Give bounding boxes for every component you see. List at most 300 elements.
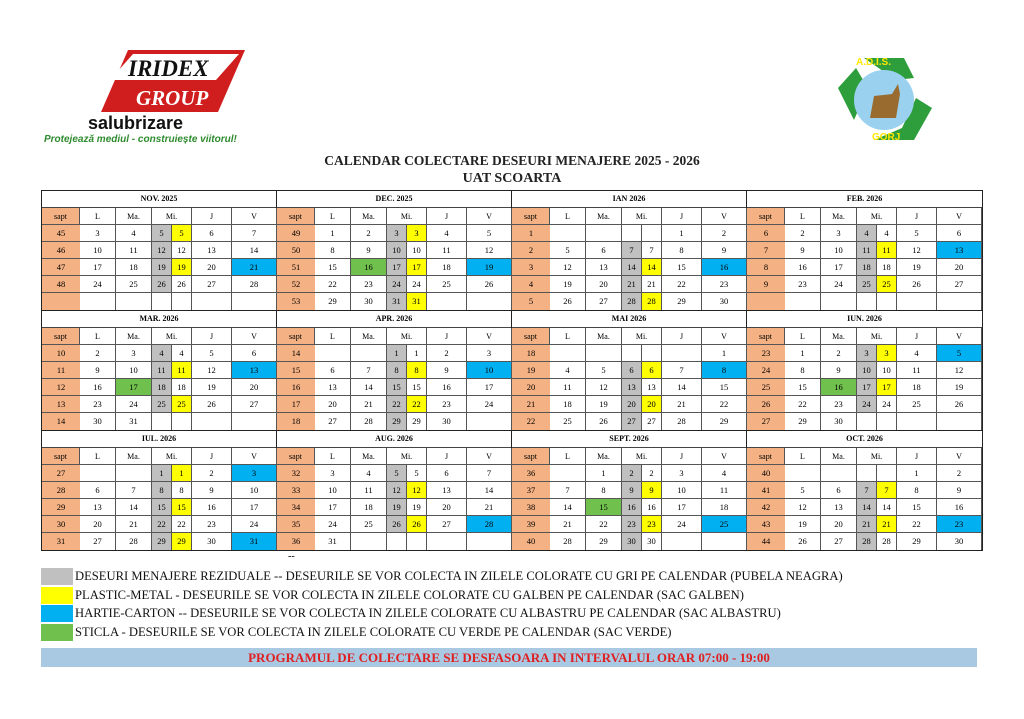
day-cell <box>315 345 351 362</box>
week-number: 2 <box>512 242 550 259</box>
day-cell: 19 <box>172 259 192 276</box>
day-cell <box>152 413 172 430</box>
day-cell: 24 <box>387 276 407 293</box>
day-cell: 25 <box>152 396 172 413</box>
day-cell <box>80 293 116 310</box>
day-cell: 29 <box>897 533 937 550</box>
month-title: IUL. 2026 <box>42 431 276 448</box>
day-cell: 26 <box>550 293 586 310</box>
month-grid <box>747 208 982 310</box>
month-grid <box>277 208 511 310</box>
day-cell: 15 <box>702 379 747 396</box>
day-cell: 17 <box>857 379 877 396</box>
month-grid <box>512 328 746 430</box>
day-cell: 21 <box>116 516 152 533</box>
day-cell: 23 <box>785 276 821 293</box>
week-number: 40 <box>747 465 785 482</box>
legend-swatch <box>41 624 73 641</box>
header-l: L <box>80 208 116 225</box>
month-block <box>42 431 277 550</box>
header-l: L <box>315 448 351 465</box>
header-mi: Mi. <box>622 328 662 345</box>
day-cell: 1 <box>387 345 407 362</box>
month-block <box>512 311 747 431</box>
month-block <box>277 191 512 311</box>
legend-swatch <box>41 568 73 585</box>
day-cell: 20 <box>315 396 351 413</box>
day-cell <box>586 225 622 242</box>
day-cell: 9 <box>702 242 747 259</box>
day-cell: 4 <box>427 225 467 242</box>
header-ma: Ma. <box>586 328 622 345</box>
day-cell <box>116 465 152 482</box>
week-number: 5 <box>512 293 550 310</box>
day-cell: 7 <box>550 482 586 499</box>
week-number: 47 <box>42 259 80 276</box>
header-j: J <box>897 328 937 345</box>
week-number: 14 <box>42 413 80 430</box>
month-grid <box>747 328 982 430</box>
day-cell: 19 <box>152 259 172 276</box>
header-l: L <box>550 448 586 465</box>
week-number: 17 <box>277 396 315 413</box>
day-cell <box>387 533 407 550</box>
day-cell: 6 <box>622 362 642 379</box>
header-v: V <box>467 208 512 225</box>
day-cell: 8 <box>152 482 172 499</box>
day-cell: 21 <box>467 499 512 516</box>
day-cell: 15 <box>172 499 192 516</box>
logo-line1: IRIDEX <box>128 56 209 81</box>
day-cell: 9 <box>427 362 467 379</box>
day-cell: 8 <box>387 362 407 379</box>
day-cell: 22 <box>152 516 172 533</box>
header-mi: Mi. <box>857 448 897 465</box>
day-cell: 24 <box>232 516 277 533</box>
month-title: DEC. 2025 <box>277 191 511 208</box>
day-cell: 2 <box>785 225 821 242</box>
day-cell <box>427 533 467 550</box>
header-l: L <box>785 448 821 465</box>
day-cell: 27 <box>427 516 467 533</box>
day-cell <box>550 465 586 482</box>
day-cell: 14 <box>857 499 877 516</box>
day-cell: 16 <box>821 379 857 396</box>
day-cell: 15 <box>662 259 702 276</box>
day-cell: 23 <box>821 396 857 413</box>
week-number: 31 <box>42 533 80 550</box>
day-cell: 22 <box>586 516 622 533</box>
day-cell: 5 <box>387 465 407 482</box>
week-number: 37 <box>512 482 550 499</box>
day-cell: 22 <box>897 516 937 533</box>
day-cell: 21 <box>550 516 586 533</box>
day-cell <box>152 293 172 310</box>
day-cell: 30 <box>937 533 982 550</box>
month-title: MAI 2026 <box>512 311 746 328</box>
day-cell: 9 <box>785 242 821 259</box>
day-cell: 11 <box>172 362 192 379</box>
day-cell: 11 <box>897 362 937 379</box>
day-cell: 1 <box>315 225 351 242</box>
week-number: 39 <box>512 516 550 533</box>
day-cell: 26 <box>785 533 821 550</box>
day-cell: 9 <box>80 362 116 379</box>
header-sapt: sapt <box>512 448 550 465</box>
header-mi: Mi. <box>387 448 427 465</box>
day-cell: 16 <box>622 499 642 516</box>
day-cell: 8 <box>315 242 351 259</box>
day-cell: 30 <box>702 293 747 310</box>
day-cell: 18 <box>550 396 586 413</box>
day-cell: 19 <box>192 379 232 396</box>
day-cell: 14 <box>662 379 702 396</box>
day-cell: 15 <box>407 379 427 396</box>
day-cell: 14 <box>550 499 586 516</box>
month-block <box>277 431 512 550</box>
header-mi: Mi. <box>387 208 427 225</box>
day-cell: 15 <box>315 259 351 276</box>
day-cell: 15 <box>152 499 172 516</box>
day-cell <box>937 293 982 310</box>
day-cell: 13 <box>622 379 642 396</box>
day-cell: 10 <box>116 362 152 379</box>
day-cell: 29 <box>662 293 702 310</box>
day-cell: 15 <box>897 499 937 516</box>
day-cell: 1 <box>407 345 427 362</box>
week-number: 9 <box>747 276 785 293</box>
day-cell: 1 <box>586 465 622 482</box>
day-cell: 28 <box>622 293 642 310</box>
day-cell: 30 <box>622 533 642 550</box>
day-cell: 30 <box>192 533 232 550</box>
day-cell <box>662 533 702 550</box>
day-cell: 24 <box>407 276 427 293</box>
day-cell: 1 <box>172 465 192 482</box>
day-cell: 6 <box>315 362 351 379</box>
day-cell: 25 <box>857 276 877 293</box>
quarter-row <box>42 311 982 431</box>
quarter-row <box>42 431 982 550</box>
day-cell: 28 <box>857 533 877 550</box>
day-cell: 17 <box>315 499 351 516</box>
week-number: 24 <box>747 362 785 379</box>
day-cell: 19 <box>586 396 622 413</box>
day-cell: 17 <box>821 259 857 276</box>
day-cell: 17 <box>407 259 427 276</box>
day-cell: 16 <box>937 499 982 516</box>
week-number: 4 <box>512 276 550 293</box>
day-cell: 17 <box>232 499 277 516</box>
day-cell: 19 <box>407 499 427 516</box>
day-cell: 19 <box>937 379 982 396</box>
day-cell: 17 <box>80 259 116 276</box>
day-cell: 18 <box>172 379 192 396</box>
day-cell <box>351 345 387 362</box>
header-ma: Ma. <box>116 328 152 345</box>
day-cell: 18 <box>897 379 937 396</box>
day-cell: 29 <box>152 533 172 550</box>
day-cell: 4 <box>702 465 747 482</box>
day-cell: 4 <box>351 465 387 482</box>
day-cell: 22 <box>702 396 747 413</box>
day-cell: 25 <box>897 396 937 413</box>
header-ma: Ma. <box>351 208 387 225</box>
week-number: 36 <box>512 465 550 482</box>
week-number: 40 <box>512 533 550 550</box>
day-cell: 7 <box>351 362 387 379</box>
day-cell <box>622 345 642 362</box>
day-cell: 24 <box>662 516 702 533</box>
day-cell: 28 <box>467 516 512 533</box>
week-number: 41 <box>747 482 785 499</box>
header-sapt: sapt <box>747 328 785 345</box>
day-cell: 7 <box>642 242 662 259</box>
day-cell: 13 <box>232 362 277 379</box>
day-cell: 6 <box>937 225 982 242</box>
header-mi: Mi. <box>622 208 662 225</box>
week-number: 48 <box>42 276 80 293</box>
day-cell: 20 <box>192 259 232 276</box>
header-sapt: sapt <box>42 208 80 225</box>
day-cell: 5 <box>172 225 192 242</box>
week-number <box>747 293 785 310</box>
header-ma: Ma. <box>821 208 857 225</box>
week-number: 14 <box>277 345 315 362</box>
week-number: 30 <box>42 516 80 533</box>
day-cell: 2 <box>702 225 747 242</box>
day-cell: 3 <box>232 465 277 482</box>
month-grid <box>277 328 511 430</box>
day-cell: 16 <box>642 499 662 516</box>
day-cell: 30 <box>821 413 857 430</box>
day-cell: 10 <box>467 362 512 379</box>
day-cell: 10 <box>232 482 277 499</box>
day-cell <box>427 293 467 310</box>
day-cell: 5 <box>407 465 427 482</box>
day-cell <box>467 293 512 310</box>
day-cell: 4 <box>152 345 172 362</box>
day-cell: 28 <box>116 533 152 550</box>
legend-item <box>41 605 981 622</box>
day-cell: 1 <box>662 225 702 242</box>
week-number: 53 <box>277 293 315 310</box>
day-cell: 2 <box>192 465 232 482</box>
day-cell: 26 <box>586 413 622 430</box>
day-cell <box>172 293 192 310</box>
day-cell: 29 <box>785 413 821 430</box>
separator-dash: -- <box>288 551 295 562</box>
day-cell: 6 <box>192 225 232 242</box>
day-cell: 14 <box>116 499 152 516</box>
day-cell: 27 <box>642 413 662 430</box>
header-v: V <box>702 328 747 345</box>
logo-subtitle: salubrizare <box>88 113 184 133</box>
week-number: 44 <box>747 533 785 550</box>
day-cell <box>467 413 512 430</box>
legend-swatch <box>41 587 73 604</box>
header-ma: Ma. <box>116 448 152 465</box>
day-cell: 27 <box>315 413 351 430</box>
day-cell: 7 <box>662 362 702 379</box>
week-number: 7 <box>747 242 785 259</box>
header-sapt: sapt <box>512 328 550 345</box>
week-number: 18 <box>277 413 315 430</box>
header-j: J <box>427 448 467 465</box>
week-number: 51 <box>277 259 315 276</box>
day-cell <box>877 413 897 430</box>
day-cell: 13 <box>427 482 467 499</box>
day-cell: 19 <box>387 499 407 516</box>
day-cell: 26 <box>937 396 982 413</box>
day-cell: 5 <box>586 362 622 379</box>
day-cell <box>80 465 116 482</box>
month-block <box>512 431 747 550</box>
day-cell: 13 <box>315 379 351 396</box>
day-cell: 8 <box>897 482 937 499</box>
day-cell <box>467 533 512 550</box>
header-mi: Mi. <box>387 328 427 345</box>
day-cell: 24 <box>467 396 512 413</box>
day-cell: 25 <box>172 396 192 413</box>
day-cell: 11 <box>702 482 747 499</box>
month-block <box>277 311 512 431</box>
header-v: V <box>232 448 277 465</box>
day-cell: 12 <box>937 362 982 379</box>
day-cell: 13 <box>821 499 857 516</box>
month-block <box>512 191 747 311</box>
week-number: 45 <box>42 225 80 242</box>
week-number: 22 <box>512 413 550 430</box>
day-cell: 9 <box>192 482 232 499</box>
header-j: J <box>192 328 232 345</box>
day-cell: 23 <box>702 276 747 293</box>
header-sapt: sapt <box>277 208 315 225</box>
header-l: L <box>785 208 821 225</box>
day-cell: 27 <box>80 533 116 550</box>
day-cell: 11 <box>152 362 172 379</box>
day-cell: 3 <box>116 345 152 362</box>
day-cell: 28 <box>351 413 387 430</box>
legend-text: DESEURI MENAJERE REZIDUALE -- DESEURILE SE VOR COLECTA IN ZILELE COLORATE CU GRI PE CALENDAR (PUBELA NEAGRA) <box>75 569 843 583</box>
day-cell: 21 <box>351 396 387 413</box>
day-cell: 23 <box>642 516 662 533</box>
week-number: 25 <box>747 379 785 396</box>
day-cell <box>351 533 387 550</box>
day-cell: 25 <box>550 413 586 430</box>
month-block <box>747 191 982 311</box>
week-number: 16 <box>277 379 315 396</box>
day-cell: 22 <box>172 516 192 533</box>
day-cell: 13 <box>642 379 662 396</box>
week-number: 33 <box>277 482 315 499</box>
day-cell: 16 <box>785 259 821 276</box>
month-title: AUG. 2026 <box>277 431 511 448</box>
week-number: 46 <box>42 242 80 259</box>
day-cell: 24 <box>857 396 877 413</box>
day-cell: 16 <box>80 379 116 396</box>
header-mi: Mi. <box>622 448 662 465</box>
day-cell: 25 <box>702 516 747 533</box>
month-block <box>747 311 982 431</box>
day-cell: 10 <box>315 482 351 499</box>
day-cell: 14 <box>642 259 662 276</box>
day-cell: 18 <box>877 259 897 276</box>
day-cell: 24 <box>877 396 897 413</box>
page-subtitle: UAT SCOARTA <box>462 171 562 186</box>
day-cell: 15 <box>785 379 821 396</box>
day-cell: 20 <box>427 499 467 516</box>
header-mi: Mi. <box>152 448 192 465</box>
day-cell: 18 <box>152 379 172 396</box>
day-cell <box>785 293 821 310</box>
day-cell: 5 <box>152 225 172 242</box>
day-cell: 25 <box>877 276 897 293</box>
day-cell: 6 <box>80 482 116 499</box>
day-cell: 19 <box>897 259 937 276</box>
day-cell: 5 <box>785 482 821 499</box>
day-cell: 1 <box>152 465 172 482</box>
day-cell: 21 <box>662 396 702 413</box>
day-cell: 18 <box>702 499 747 516</box>
day-cell: 8 <box>702 362 747 379</box>
header-v: V <box>937 208 982 225</box>
day-cell <box>877 465 897 482</box>
day-cell: 28 <box>550 533 586 550</box>
day-cell <box>116 293 152 310</box>
header-j: J <box>192 208 232 225</box>
week-number: 35 <box>277 516 315 533</box>
day-cell: 15 <box>387 379 407 396</box>
day-cell: 3 <box>467 345 512 362</box>
day-cell: 2 <box>622 465 642 482</box>
day-cell: 4 <box>897 345 937 362</box>
day-cell: 10 <box>80 242 116 259</box>
legend-item <box>41 624 981 641</box>
day-cell <box>785 465 821 482</box>
day-cell: 3 <box>387 225 407 242</box>
day-cell: 11 <box>550 379 586 396</box>
day-cell: 18 <box>857 259 877 276</box>
logo-right-top: A.D.I.S. <box>856 57 892 68</box>
day-cell: 1 <box>785 345 821 362</box>
day-cell: 7 <box>857 482 877 499</box>
month-title: IAN 2026 <box>512 191 746 208</box>
day-cell: 31 <box>116 413 152 430</box>
day-cell: 29 <box>387 413 407 430</box>
day-cell: 2 <box>642 465 662 482</box>
day-cell: 27 <box>622 413 642 430</box>
week-number: 13 <box>42 396 80 413</box>
day-cell: 14 <box>622 259 642 276</box>
day-cell: 29 <box>172 533 192 550</box>
day-cell: 3 <box>821 225 857 242</box>
month-block <box>42 191 277 311</box>
day-cell: 24 <box>116 396 152 413</box>
day-cell: 14 <box>232 242 277 259</box>
day-cell: 17 <box>467 379 512 396</box>
day-cell: 4 <box>116 225 152 242</box>
day-cell: 24 <box>80 276 116 293</box>
week-number: 21 <box>512 396 550 413</box>
header-j: J <box>192 448 232 465</box>
header-mi: Mi. <box>857 328 897 345</box>
day-cell: 20 <box>232 379 277 396</box>
day-cell <box>172 413 192 430</box>
week-number: 28 <box>42 482 80 499</box>
header-l: L <box>785 328 821 345</box>
day-cell: 21 <box>642 276 662 293</box>
